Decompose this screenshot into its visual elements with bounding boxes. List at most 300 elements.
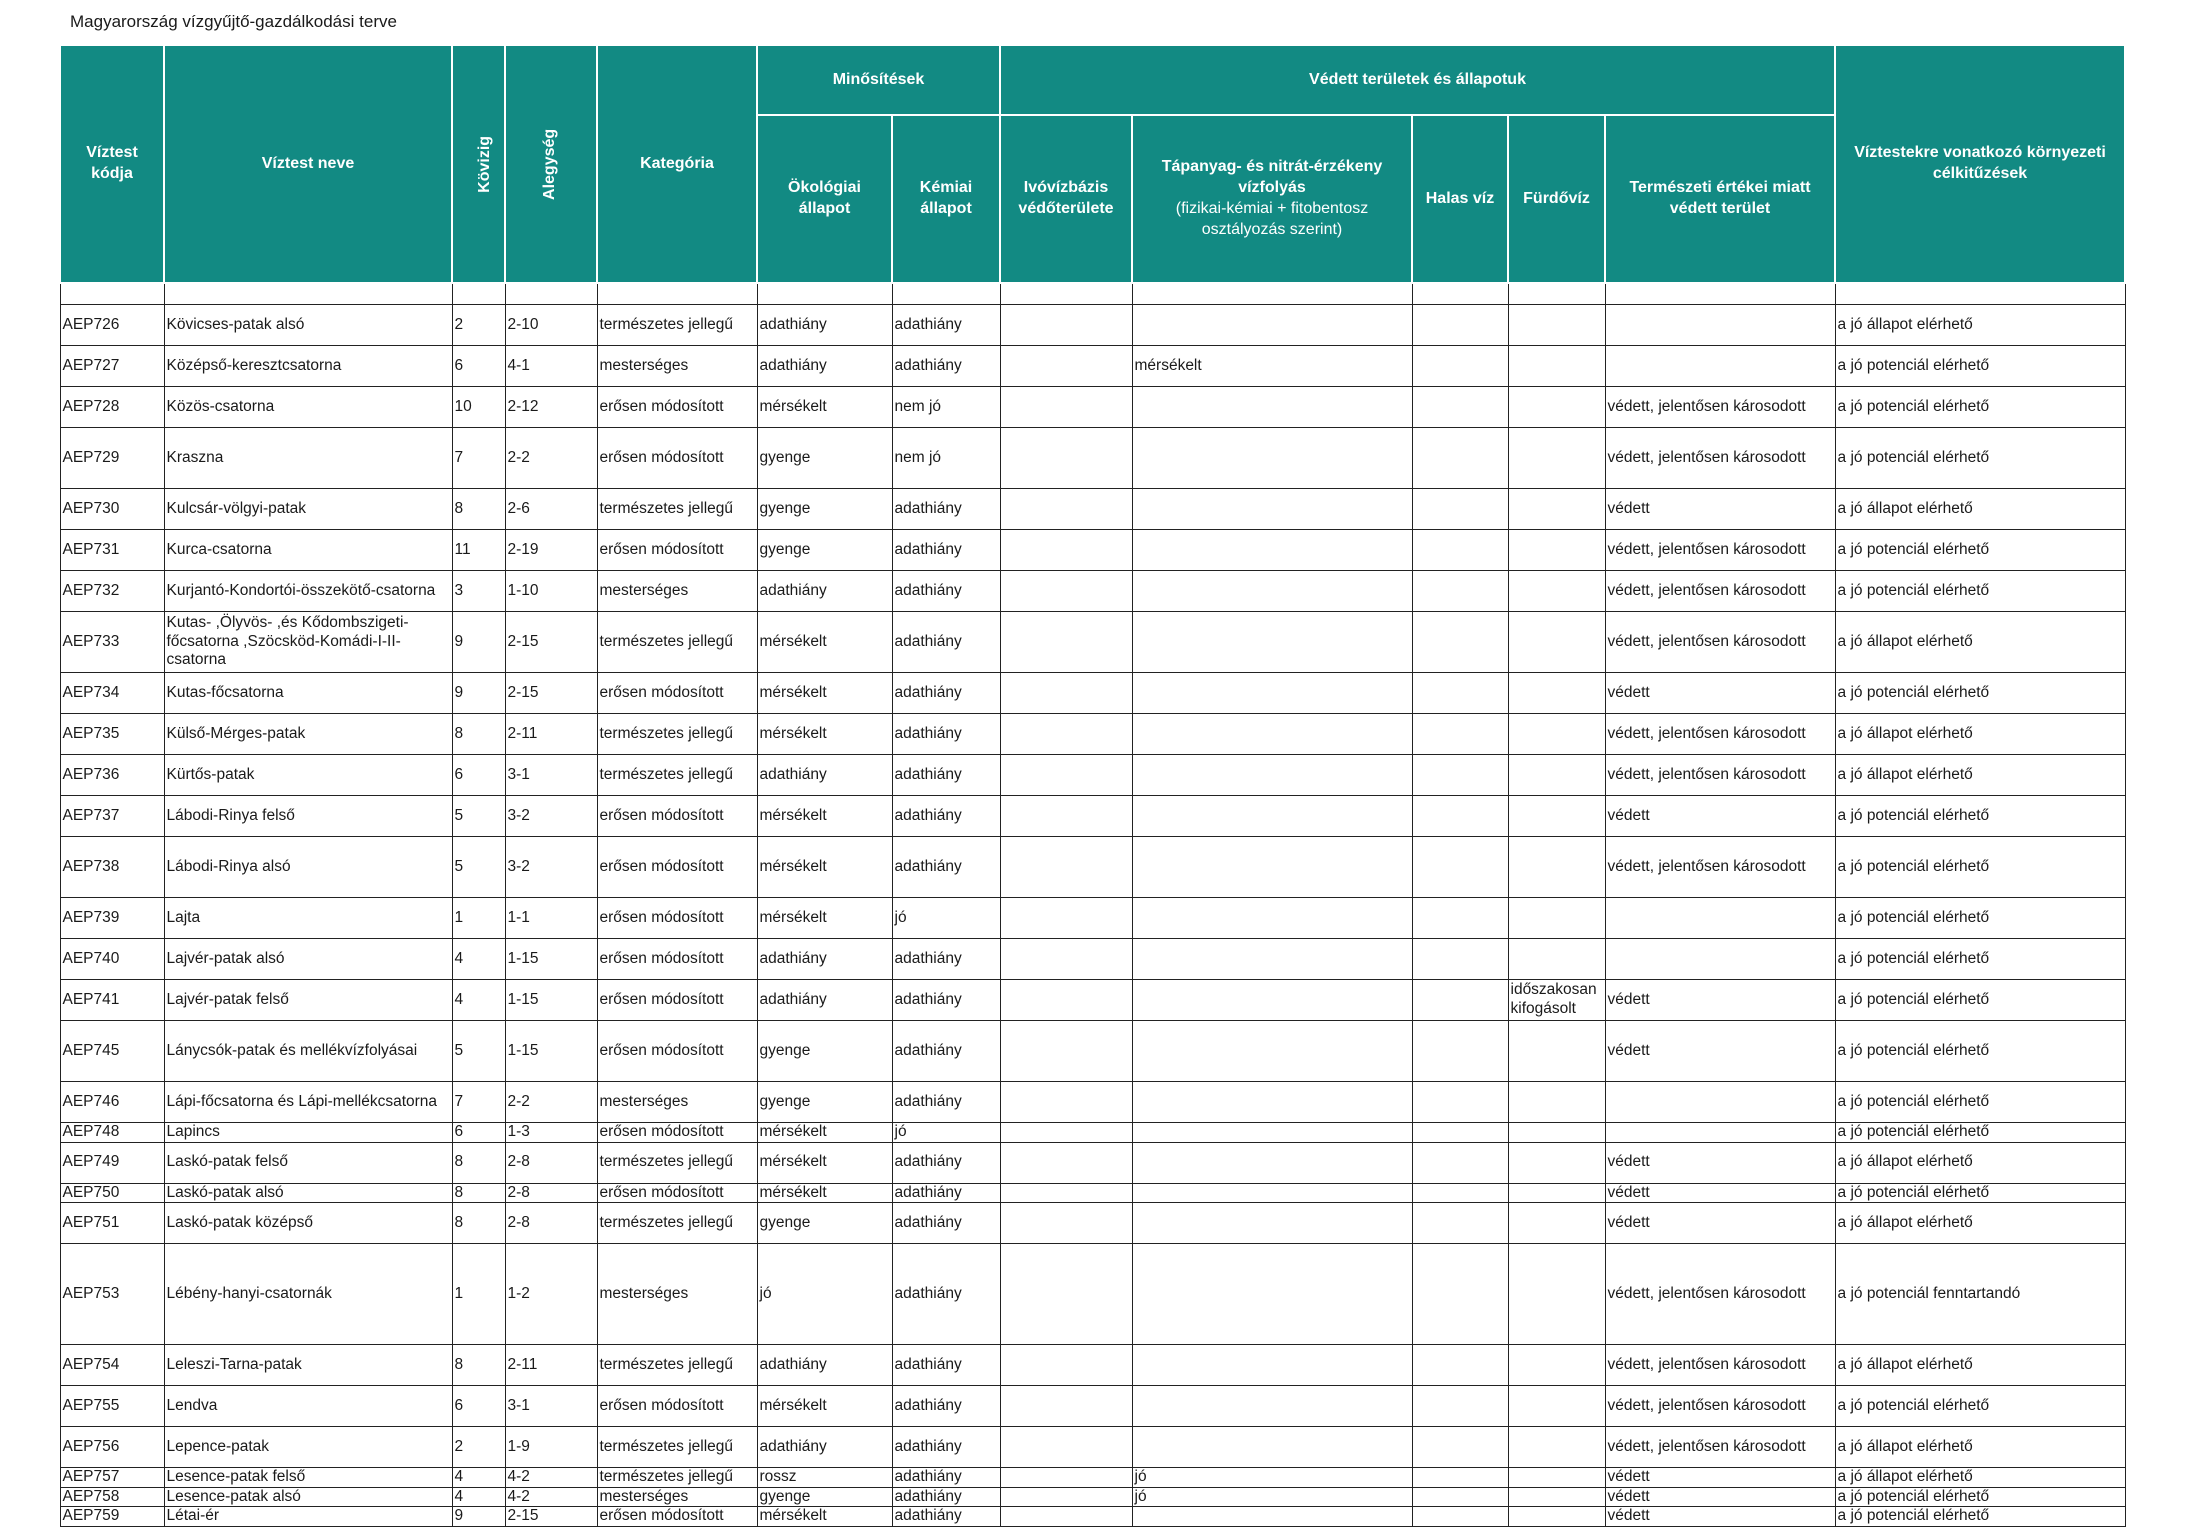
cell-celkituzes: a jó potenciál elérhető	[1835, 1507, 2125, 1527]
cell-tapanyag	[1132, 796, 1412, 837]
cell-alegyseg: 3-1	[505, 1386, 597, 1427]
cell-name: Lepence-patak	[164, 1427, 452, 1468]
cell-furdoviz	[1508, 1082, 1605, 1123]
cell-code: AEP728	[60, 387, 164, 428]
cell-alegyseg: 2-19	[505, 530, 597, 571]
cell-termeszeti: védett, jelentősen károsodott	[1605, 571, 1835, 612]
cell-kovizig: 4	[452, 939, 505, 980]
cell-ivovizbazis	[1000, 1487, 1132, 1507]
cell-kategoria: erősen módosított	[597, 837, 757, 898]
cell-furdoviz	[1508, 489, 1605, 530]
cell-code: AEP741	[60, 980, 164, 1021]
cell-furdoviz	[1508, 1507, 1605, 1527]
cell-okologiai: gyenge	[757, 1487, 892, 1507]
cell-furdoviz	[1508, 571, 1605, 612]
cell-tapanyag	[1132, 1183, 1412, 1203]
table-row	[60, 714, 2125, 755]
table-row	[60, 837, 2125, 898]
cell-termeszeti: védett, jelentősen károsodott	[1605, 1386, 1835, 1427]
cell-celkituzes: a jó potenciál fenntartandó	[1835, 1244, 2125, 1345]
cell-tapanyag	[1132, 714, 1412, 755]
cell-kovizig: 7	[452, 1082, 505, 1123]
cell-alegyseg: 4-1	[505, 346, 597, 387]
cell-ivovizbazis	[1000, 755, 1132, 796]
cell-celkituzes: a jó potenciál elérhető	[1835, 1487, 2125, 1507]
cell-celkituzes: a jó potenciál elérhető	[1835, 1123, 2125, 1143]
cell-alegyseg: 3-2	[505, 796, 597, 837]
cell-tapanyag	[1132, 571, 1412, 612]
cell-kemiai: adathiány	[892, 571, 1000, 612]
cell-code: AEP739	[60, 898, 164, 939]
cell-okologiai: mérsékelt	[757, 387, 892, 428]
cell-kemiai: adathiány	[892, 837, 1000, 898]
cell-alegyseg: 2-15	[505, 612, 597, 673]
cell-tapanyag	[1132, 612, 1412, 673]
cell-alegyseg: 2-11	[505, 714, 597, 755]
table-row	[60, 1386, 2125, 1427]
cell-termeszeti: védett	[1605, 1507, 1835, 1527]
cell-kategoria: mesterséges	[597, 1487, 757, 1507]
cell-tapanyag	[1132, 1021, 1412, 1082]
cell-name: Lábodi-Rinya felső	[164, 796, 452, 837]
cell-alegyseg: 2-10	[505, 305, 597, 346]
cell-kovizig: 8	[452, 1345, 505, 1386]
cell-kemiai: adathiány	[892, 530, 1000, 571]
cell-furdoviz	[1508, 1427, 1605, 1468]
cell-ivovizbazis	[1000, 1142, 1132, 1183]
cell-alegyseg: 3-1	[505, 755, 597, 796]
table-row	[60, 305, 2125, 346]
cell-furdoviz	[1508, 1183, 1605, 1203]
cell-termeszeti	[1605, 1082, 1835, 1123]
cell-halas	[1412, 755, 1508, 796]
header-termeszeti: Természeti értékei miatt védett terület	[1605, 115, 1835, 283]
cell-halas	[1412, 1386, 1508, 1427]
cell-ivovizbazis	[1000, 1468, 1132, 1488]
cell-kemiai: adathiány	[892, 1203, 1000, 1244]
cell-halas	[1412, 673, 1508, 714]
cell-furdoviz	[1508, 1468, 1605, 1488]
cell-code: AEP759	[60, 1507, 164, 1527]
cell-termeszeti: védett	[1605, 1468, 1835, 1488]
cell-kemiai: adathiány	[892, 1386, 1000, 1427]
table-row	[60, 1142, 2125, 1183]
cell-code: AEP735	[60, 714, 164, 755]
cell-termeszeti: védett	[1605, 489, 1835, 530]
cell-kemiai: adathiány	[892, 305, 1000, 346]
cell-ivovizbazis	[1000, 1244, 1132, 1345]
cell-okologiai: adathiány	[757, 305, 892, 346]
cell-kovizig: 4	[452, 980, 505, 1021]
cell-name: Kurjantó-Kondortói-összekötő-csatorna	[164, 571, 452, 612]
cell-ivovizbazis	[1000, 1203, 1132, 1244]
cell-halas	[1412, 1123, 1508, 1143]
cell-halas	[1412, 939, 1508, 980]
cell-kovizig: 5	[452, 796, 505, 837]
cell-name: Leleszi-Tarna-patak	[164, 1345, 452, 1386]
header-kategoria: Kategória	[597, 45, 757, 283]
header-spacer	[60, 283, 2125, 305]
cell-alegyseg: 2-15	[505, 1507, 597, 1527]
cell-halas	[1412, 489, 1508, 530]
cell-alegyseg: 4-2	[505, 1468, 597, 1488]
cell-kategoria: erősen módosított	[597, 387, 757, 428]
cell-termeszeti: védett, jelentősen károsodott	[1605, 530, 1835, 571]
cell-code: AEP734	[60, 673, 164, 714]
cell-kemiai: adathiány	[892, 1507, 1000, 1527]
cell-kovizig: 6	[452, 755, 505, 796]
cell-termeszeti	[1605, 305, 1835, 346]
cell-kategoria: természetes jellegű	[597, 1468, 757, 1488]
cell-name: Lábodi-Rinya alsó	[164, 837, 452, 898]
cell-code: AEP751	[60, 1203, 164, 1244]
cell-code: AEP758	[60, 1487, 164, 1507]
cell-halas	[1412, 1021, 1508, 1082]
cell-name: Kövicses-patak alsó	[164, 305, 452, 346]
cell-name: Lébény-hanyi-csatornák	[164, 1244, 452, 1345]
cell-name: Kraszna	[164, 428, 452, 489]
cell-kovizig: 2	[452, 1427, 505, 1468]
cell-halas	[1412, 980, 1508, 1021]
cell-termeszeti: védett	[1605, 980, 1835, 1021]
cell-celkituzes: a jó potenciál elérhető	[1835, 1386, 2125, 1427]
cell-termeszeti: védett, jelentősen károsodott	[1605, 837, 1835, 898]
cell-name: Kurca-csatorna	[164, 530, 452, 571]
cell-name: Lapincs	[164, 1123, 452, 1143]
cell-celkituzes: a jó állapot elérhető	[1835, 755, 2125, 796]
cell-okologiai: adathiány	[757, 1345, 892, 1386]
cell-furdoviz	[1508, 612, 1605, 673]
cell-termeszeti	[1605, 346, 1835, 387]
cell-kategoria: természetes jellegű	[597, 305, 757, 346]
cell-okologiai: mérsékelt	[757, 1183, 892, 1203]
cell-tapanyag	[1132, 305, 1412, 346]
cell-okologiai: mérsékelt	[757, 1386, 892, 1427]
cell-kemiai: adathiány	[892, 755, 1000, 796]
cell-name: Laskó-patak felső	[164, 1142, 452, 1183]
cell-termeszeti	[1605, 898, 1835, 939]
cell-halas	[1412, 714, 1508, 755]
cell-okologiai: adathiány	[757, 346, 892, 387]
header-tapanyag-label: Tápanyag- és nitrát-érzékeny vízfolyás	[1161, 158, 1383, 197]
table-row	[60, 489, 2125, 530]
cell-halas	[1412, 1468, 1508, 1488]
cell-name: Lajta	[164, 898, 452, 939]
cell-halas	[1412, 1507, 1508, 1527]
cell-name: Kutas- ,Ölyvös- ,és Kődombszigeti-főcsatorna ,Szöcsköd-Komádi-I-II-csatorna	[164, 612, 452, 673]
table-row	[60, 1082, 2125, 1123]
cell-kemiai: nem jó	[892, 428, 1000, 489]
header-halas: Halas víz	[1412, 115, 1508, 283]
cell-celkituzes: a jó potenciál elérhető	[1835, 796, 2125, 837]
cell-kovizig: 6	[452, 1386, 505, 1427]
cell-kategoria: erősen módosított	[597, 1123, 757, 1143]
header-kovizig: Kövizig	[452, 45, 505, 283]
cell-halas	[1412, 1142, 1508, 1183]
cell-alegyseg: 2-11	[505, 1345, 597, 1386]
cell-halas	[1412, 1427, 1508, 1468]
cell-celkituzes: a jó állapot elérhető	[1835, 1427, 2125, 1468]
cell-kategoria: erősen módosított	[597, 980, 757, 1021]
cell-celkituzes: a jó állapot elérhető	[1835, 489, 2125, 530]
cell-termeszeti: védett, jelentősen károsodott	[1605, 387, 1835, 428]
cell-kovizig: 4	[452, 1487, 505, 1507]
header-furdoviz: Fürdővíz	[1508, 115, 1605, 283]
cell-termeszeti: védett, jelentősen károsodott	[1605, 1345, 1835, 1386]
cell-alegyseg: 1-15	[505, 1021, 597, 1082]
cell-kemiai: adathiány	[892, 346, 1000, 387]
cell-kategoria: mesterséges	[597, 1244, 757, 1345]
cell-termeszeti	[1605, 1123, 1835, 1143]
cell-okologiai: rossz	[757, 1468, 892, 1488]
cell-halas	[1412, 571, 1508, 612]
cell-ivovizbazis	[1000, 428, 1132, 489]
cell-okologiai: gyenge	[757, 1021, 892, 1082]
cell-tapanyag	[1132, 939, 1412, 980]
cell-kategoria: erősen módosított	[597, 939, 757, 980]
cell-code: AEP736	[60, 755, 164, 796]
cell-furdoviz	[1508, 1345, 1605, 1386]
cell-termeszeti: védett	[1605, 1183, 1835, 1203]
cell-kemiai: adathiány	[892, 796, 1000, 837]
cell-code: AEP733	[60, 612, 164, 673]
cell-furdoviz	[1508, 1123, 1605, 1143]
cell-alegyseg: 2-2	[505, 1082, 597, 1123]
cell-termeszeti: védett	[1605, 1021, 1835, 1082]
cell-kovizig: 9	[452, 1507, 505, 1527]
cell-okologiai: gyenge	[757, 530, 892, 571]
cell-halas	[1412, 346, 1508, 387]
cell-termeszeti: védett, jelentősen károsodott	[1605, 612, 1835, 673]
cell-furdoviz	[1508, 1386, 1605, 1427]
cell-halas	[1412, 1345, 1508, 1386]
cell-name: Lápi-főcsatorna és Lápi-mellékcsatorna	[164, 1082, 452, 1123]
cell-ivovizbazis	[1000, 939, 1132, 980]
cell-kategoria: erősen módosított	[597, 428, 757, 489]
cell-termeszeti: védett, jelentősen károsodott	[1605, 1427, 1835, 1468]
cell-celkituzes: a jó potenciál elérhető	[1835, 837, 2125, 898]
cell-celkituzes: a jó állapot elérhető	[1835, 612, 2125, 673]
cell-furdoviz	[1508, 1021, 1605, 1082]
cell-ivovizbazis	[1000, 305, 1132, 346]
cell-tapanyag	[1132, 755, 1412, 796]
cell-kategoria: erősen módosított	[597, 898, 757, 939]
cell-name: Kulcsár-völgyi-patak	[164, 489, 452, 530]
cell-code: AEP749	[60, 1142, 164, 1183]
header-celkituzesek: Víztestekre vonatkozó környezeti célkitűzések	[1835, 45, 2125, 283]
cell-name: Lesence-patak felső	[164, 1468, 452, 1488]
cell-tapanyag	[1132, 1427, 1412, 1468]
cell-halas	[1412, 796, 1508, 837]
cell-alegyseg: 1-15	[505, 980, 597, 1021]
cell-kategoria: erősen módosított	[597, 796, 757, 837]
cell-celkituzes: a jó potenciál elérhető	[1835, 571, 2125, 612]
table-body	[60, 283, 2125, 1526]
cell-ivovizbazis	[1000, 1345, 1132, 1386]
cell-tapanyag	[1132, 1082, 1412, 1123]
cell-code: AEP753	[60, 1244, 164, 1345]
cell-okologiai: jó	[757, 1244, 892, 1345]
header-ivovizbazis: Ivóvízbázis védőterülete	[1000, 115, 1132, 283]
cell-tapanyag	[1132, 387, 1412, 428]
table-row	[60, 755, 2125, 796]
cell-kemiai: adathiány	[892, 612, 1000, 673]
cell-code: AEP748	[60, 1123, 164, 1143]
cell-ivovizbazis	[1000, 1123, 1132, 1143]
cell-ivovizbazis	[1000, 796, 1132, 837]
cell-halas	[1412, 612, 1508, 673]
cell-celkituzes: a jó potenciál elérhető	[1835, 939, 2125, 980]
cell-kategoria: természetes jellegű	[597, 612, 757, 673]
table-row	[60, 898, 2125, 939]
table-row	[60, 387, 2125, 428]
cell-kemiai: adathiány	[892, 980, 1000, 1021]
cell-alegyseg: 2-8	[505, 1203, 597, 1244]
cell-name: Laskó-patak alsó	[164, 1183, 452, 1203]
cell-name: Létai-ér	[164, 1507, 452, 1527]
cell-code: AEP729	[60, 428, 164, 489]
cell-kategoria: erősen módosított	[597, 1021, 757, 1082]
cell-kovizig: 4	[452, 1468, 505, 1488]
cell-tapanyag	[1132, 1142, 1412, 1183]
cell-celkituzes: a jó állapot elérhető	[1835, 305, 2125, 346]
cell-kovizig: 8	[452, 489, 505, 530]
table-row	[60, 1183, 2125, 1203]
cell-kemiai: adathiány	[892, 1021, 1000, 1082]
cell-name: Kürtős-patak	[164, 755, 452, 796]
header-vedett-teruletek: Védett területek és állapotuk	[1000, 45, 1835, 115]
cell-kategoria: erősen módosított	[597, 1507, 757, 1527]
cell-ivovizbazis	[1000, 898, 1132, 939]
table-row	[60, 428, 2125, 489]
cell-kategoria: természetes jellegű	[597, 489, 757, 530]
cell-halas	[1412, 1183, 1508, 1203]
cell-kovizig: 5	[452, 837, 505, 898]
cell-code: AEP731	[60, 530, 164, 571]
cell-tapanyag	[1132, 1386, 1412, 1427]
cell-ivovizbazis	[1000, 571, 1132, 612]
header-code: Víztest kódja	[60, 45, 164, 283]
cell-celkituzes: a jó potenciál elérhető	[1835, 387, 2125, 428]
cell-kovizig: 6	[452, 346, 505, 387]
table-row	[60, 612, 2125, 673]
cell-alegyseg: 4-2	[505, 1487, 597, 1507]
cell-furdoviz	[1508, 428, 1605, 489]
cell-furdoviz	[1508, 939, 1605, 980]
water-body-table	[59, 44, 2126, 1527]
cell-halas	[1412, 837, 1508, 898]
cell-ivovizbazis	[1000, 346, 1132, 387]
cell-kemiai: adathiány	[892, 1345, 1000, 1386]
cell-halas	[1412, 305, 1508, 346]
header-name: Víztest neve	[164, 45, 452, 283]
cell-kategoria: természetes jellegű	[597, 1142, 757, 1183]
cell-code: AEP730	[60, 489, 164, 530]
cell-okologiai: adathiány	[757, 980, 892, 1021]
table-row	[60, 796, 2125, 837]
cell-okologiai: mérsékelt	[757, 714, 892, 755]
cell-name: Laskó-patak középső	[164, 1203, 452, 1244]
cell-okologiai: adathiány	[757, 939, 892, 980]
cell-code: AEP737	[60, 796, 164, 837]
cell-celkituzes: a jó potenciál elérhető	[1835, 980, 2125, 1021]
cell-furdoviz	[1508, 1244, 1605, 1345]
cell-code: AEP746	[60, 1082, 164, 1123]
cell-kemiai: jó	[892, 898, 1000, 939]
cell-okologiai: mérsékelt	[757, 1123, 892, 1143]
cell-halas	[1412, 898, 1508, 939]
cell-ivovizbazis	[1000, 1082, 1132, 1123]
cell-furdoviz	[1508, 673, 1605, 714]
cell-tapanyag	[1132, 489, 1412, 530]
cell-alegyseg: 2-2	[505, 428, 597, 489]
cell-kovizig: 8	[452, 1203, 505, 1244]
cell-name: Lajvér-patak felső	[164, 980, 452, 1021]
table-row	[60, 1427, 2125, 1468]
cell-name: Lesence-patak alsó	[164, 1487, 452, 1507]
cell-tapanyag	[1132, 837, 1412, 898]
cell-kemiai: nem jó	[892, 387, 1000, 428]
cell-code: AEP740	[60, 939, 164, 980]
cell-kovizig: 2	[452, 305, 505, 346]
header-okologiai: Ökológiai állapot	[757, 115, 892, 283]
cell-kovizig: 1	[452, 1244, 505, 1345]
cell-alegyseg: 1-10	[505, 571, 597, 612]
cell-alegyseg: 2-8	[505, 1183, 597, 1203]
cell-furdoviz	[1508, 714, 1605, 755]
cell-furdoviz	[1508, 305, 1605, 346]
cell-tapanyag	[1132, 1507, 1412, 1527]
cell-name: Lajvér-patak alsó	[164, 939, 452, 980]
cell-termeszeti	[1605, 939, 1835, 980]
cell-code: AEP726	[60, 305, 164, 346]
header-minositesek: Minősítések	[757, 45, 1000, 115]
table-row	[60, 939, 2125, 980]
cell-furdoviz	[1508, 755, 1605, 796]
table-row	[60, 1123, 2125, 1143]
cell-kemiai: jó	[892, 1123, 1000, 1143]
cell-tapanyag	[1132, 1123, 1412, 1143]
cell-ivovizbazis	[1000, 673, 1132, 714]
cell-alegyseg: 1-9	[505, 1427, 597, 1468]
cell-kemiai: adathiány	[892, 1427, 1000, 1468]
document-title: Magyarország vízgyűjtő-gazdálkodási terve	[70, 12, 397, 31]
cell-okologiai: adathiány	[757, 571, 892, 612]
cell-tapanyag	[1132, 428, 1412, 489]
header-tapanyag	[1132, 115, 1412, 283]
cell-tapanyag	[1132, 1203, 1412, 1244]
cell-termeszeti: védett	[1605, 796, 1835, 837]
cell-termeszeti: védett	[1605, 673, 1835, 714]
cell-kovizig: 5	[452, 1021, 505, 1082]
cell-name: Lánycsók-patak és mellékvízfolyásai	[164, 1021, 452, 1082]
cell-celkituzes: a jó potenciál elérhető	[1835, 530, 2125, 571]
cell-ivovizbazis	[1000, 1021, 1132, 1082]
cell-code: AEP757	[60, 1468, 164, 1488]
cell-furdoviz	[1508, 1487, 1605, 1507]
table-row	[60, 1507, 2125, 1527]
cell-okologiai: mérsékelt	[757, 1507, 892, 1527]
cell-kemiai: adathiány	[892, 1468, 1000, 1488]
cell-code: AEP755	[60, 1386, 164, 1427]
cell-kategoria: mesterséges	[597, 1082, 757, 1123]
cell-alegyseg: 1-1	[505, 898, 597, 939]
cell-name: Lendva	[164, 1386, 452, 1427]
cell-kemiai: adathiány	[892, 1142, 1000, 1183]
cell-name: Közös-csatorna	[164, 387, 452, 428]
cell-furdoviz: időszakosan kifogásolt	[1508, 980, 1605, 1021]
table-row	[60, 1487, 2125, 1507]
